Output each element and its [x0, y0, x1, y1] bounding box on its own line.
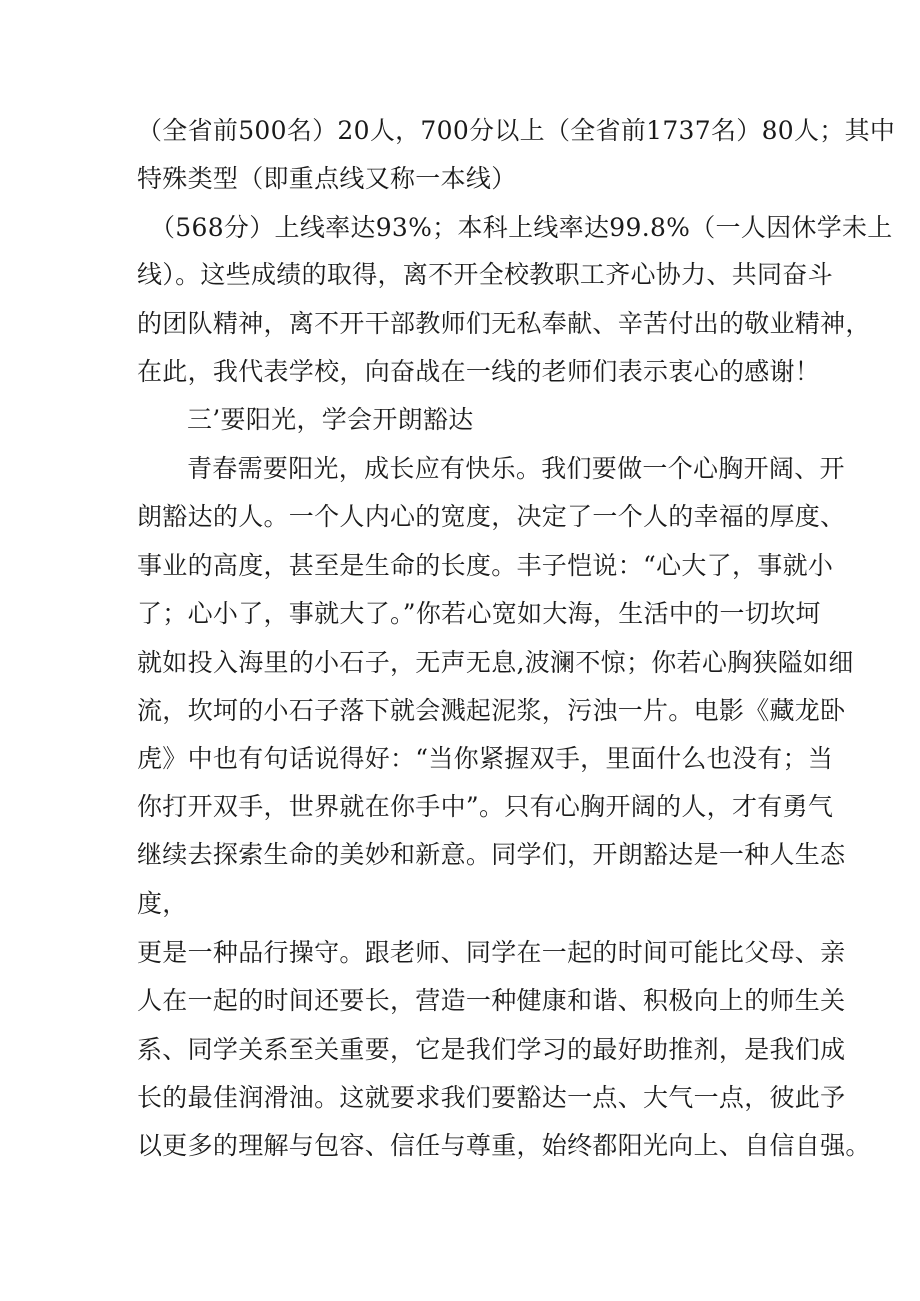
text-line-6: 在此，我代表学校，向奋战在一线的老师们表示衷心的感谢！	[137, 357, 821, 386]
paragraph-line-8: 你打开双手，世界就在你手中”。只有心胸开阔的人，才有勇气	[137, 792, 834, 821]
text-line-4: 线）。这些成绩的取得，离不开全校教职工齐心协力、共同奋斗	[137, 260, 833, 289]
paragraph-line-14: 长的最佳润滑油。这就要求我们要豁达一点、大气一点，彼此予	[137, 1083, 846, 1112]
paragraph-line-11: 更是一种品行操守。跟老师、同学在一起的时间可能比父母、亲	[137, 938, 846, 967]
paragraph-line-2: 朗豁达的人。一个人内心的宽度，决定了一个人的幸福的厚度、	[137, 502, 846, 531]
paragraph-line-9: 继续去探索生命的美妙和新意。同学们，开朗豁达是一种人生态	[137, 840, 846, 869]
paragraph-line-10: 度，	[137, 889, 188, 918]
paragraph-line-6: 流，坎坷的小石子落下就会溅起泥浆，污浊一片。电影《藏龙卧	[137, 696, 846, 725]
paragraph-line-7: 虎》中也有句话说得好：“当你紧握双手，里面什么也没有；当	[137, 744, 834, 773]
text-line-5: 的团队精神，离不开干部教师们无私奉献、辛苦付出的敬业精神，	[137, 309, 871, 338]
paragraph-line-3: 事业的高度，甚至是生命的长度。丰子恺说：“心大了，事就小	[137, 551, 834, 580]
text-line-2: 特殊类型（即重点线又称一本线）	[137, 164, 517, 193]
paragraph-line-5: 就如投入海里的小石子，无声无息,波澜不惊；你若心胸狭隘如细	[137, 648, 854, 677]
paragraph-line-15: 以更多的理解与包容、信任与尊重，始终都阳光向上、自信自强。	[137, 1131, 871, 1160]
paragraph-line-12: 人在一起的时间还要长，营造一种健康和谐、积极向上的师生关	[137, 986, 846, 1015]
text-line-1: （全省前500名）20人，700分以上（全省前1737名）80人；其中	[137, 116, 896, 145]
paragraph-line-13: 系、同学关系至关重要，它是我们学习的最好助推剂，是我们成	[137, 1035, 846, 1064]
text-line-3: （568分）上线率达93%；本科上线率达99.8%（一人因休学未上	[150, 213, 893, 242]
paragraph-line-1: 青春需要阳光，成长应有快乐。我们要做一个心胸开阔、开	[187, 454, 845, 483]
paragraph-line-4: 了；心小了，事就大了。”你若心宽如大海，生活中的一切坎坷	[137, 599, 821, 628]
section-heading: 三’要阳光，学会开朗豁达	[187, 405, 474, 434]
